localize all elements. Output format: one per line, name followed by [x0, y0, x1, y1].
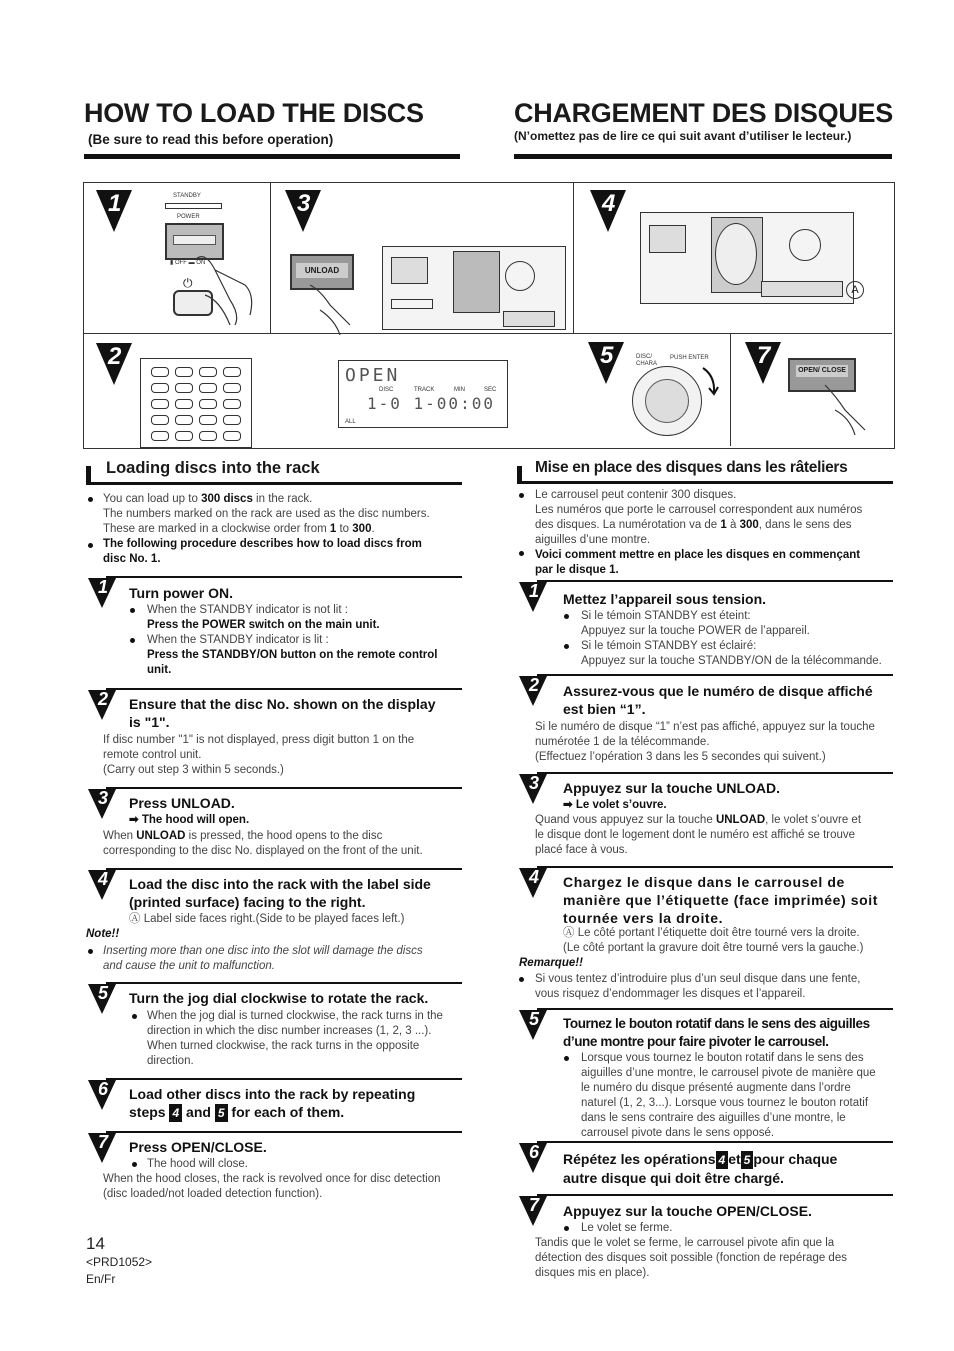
- step-rule: [106, 576, 462, 578]
- pointing-hand-icon: [300, 280, 370, 335]
- step-title: Chargez le disque dans le carrousel de manière que l’étiquette (face imprimée) soit tournée vers la droite.: [563, 874, 879, 926]
- step-number: 2: [108, 343, 122, 370]
- header-rule-en: [84, 154, 460, 159]
- step-title: Turn power ON.: [129, 585, 233, 601]
- figure-divider: [270, 183, 271, 333]
- step3-arrow-fr: ➡ Le volet s’ouvre.: [563, 799, 667, 811]
- bullet: [564, 1056, 569, 1061]
- power-icon: ⏻: [183, 276, 193, 290]
- bullet: [564, 644, 569, 649]
- step-rule: [106, 868, 462, 870]
- standby-indicator: [165, 203, 222, 209]
- step-rule: [106, 1078, 462, 1080]
- step-title: Load the disc into the rack with the label side (printed surface) facing to the right.: [129, 876, 431, 910]
- bullet: [132, 1162, 137, 1167]
- step-rule: [537, 772, 893, 774]
- figure-divider: [573, 183, 574, 333]
- disc-chara-label: DISC/ CHARA: [636, 354, 658, 367]
- note-body-fr: Si vous tentez d’introduire plus d’un seul disque dans une fente, vous risquez d’endommager les disques et l’appareil.: [535, 973, 861, 1000]
- display-label-all: ALL: [345, 419, 356, 425]
- step-title: Ensure that the disc No. shown on the display is "1".: [129, 696, 436, 730]
- display-label-track: TRACK: [414, 387, 435, 393]
- step-number: 5: [98, 983, 109, 1003]
- step-number: 1: [529, 581, 540, 601]
- display-open-text: OPEN: [345, 365, 401, 386]
- step-ref-icon: 5: [215, 1104, 228, 1122]
- step7-body-en: When the hood closes, the rack is revolved once for disc detection (disc loaded/not loaded detection function).: [103, 1173, 441, 1200]
- step5-body-fr: Lorsque vous tournez le bouton rotatif dans le sens des aiguilles d’une montre, le carrousel pivote de manière que le numéro du disque présenté augmente dans l’ordre naturel (1, 2, 3...). Lorsque vous tournez le bouton rotatif dans le sens contraire des aiguilles d’une montre, le carrousel pivote dans le sens opposé.: [581, 1052, 876, 1139]
- bullet: [564, 614, 569, 619]
- step-rule: [537, 1194, 893, 1196]
- step-title: Appuyez sur la touche OPEN/CLOSE.: [563, 1203, 812, 1219]
- bullet: [88, 543, 93, 548]
- power-label: POWER: [177, 214, 200, 220]
- step-number: 3: [98, 788, 109, 808]
- standby-label: STANDBY: [173, 193, 201, 199]
- step-number: 4: [529, 867, 540, 887]
- push-enter-label: PUSH ENTER: [670, 355, 709, 361]
- section-title-en: Loading discs into the rack: [106, 459, 320, 477]
- step-title: Press OPEN/CLOSE.: [129, 1139, 267, 1155]
- page-title-fr: CHARGEMENT DES DISQUES: [514, 98, 893, 128]
- open-close-label: OPEN/ CLOSE: [796, 365, 848, 377]
- figure-divider: [730, 334, 731, 446]
- step7-bullet-fr: Le volet se ferme.: [581, 1222, 673, 1234]
- page-subtitle-fr: (N’omettez pas de lire ce qui suit avant d’utiliser le lecteur.): [514, 129, 852, 143]
- step-rule: [106, 787, 462, 789]
- bullet: [132, 1014, 137, 1019]
- step-title: Mettez l’appareil sous tension.: [563, 591, 767, 607]
- step-ref-icon: 4: [169, 1104, 182, 1122]
- step-title: Répétez les opérations 4 et 5 pour chaque autre disque qui doit être chargé.: [563, 1151, 838, 1186]
- step-number: 3: [529, 773, 540, 793]
- display-label-disc: DISC: [379, 387, 394, 393]
- intro-en: You can load up to 300 discs in the rack. The numbers marked on the rack are used as the disc numbers. These are marked in a clockwise order from 1 to 300. The following procedure describes how to load discs from disc No. 1.: [103, 493, 430, 565]
- note-heading-fr: Remarque!!: [519, 957, 583, 969]
- page-title-en: HOW TO LOAD THE DISCS: [84, 98, 424, 128]
- pointing-hand-icon: [190, 240, 260, 330]
- step-number: 5: [529, 1009, 540, 1029]
- step-ref-icon: 4: [716, 1151, 729, 1169]
- step-number: 2: [529, 675, 540, 695]
- step-title: Appuyez sur la touche UNLOAD.: [563, 780, 781, 796]
- cd-changer-unit-open: [640, 212, 854, 304]
- section-rule: [86, 482, 462, 485]
- remote-control-keypad: [140, 358, 252, 448]
- label-a-callout: A: [846, 281, 864, 299]
- step-rule: [537, 674, 893, 676]
- section-rule: [517, 481, 893, 484]
- front-display: [338, 360, 508, 428]
- bullet: [88, 497, 93, 502]
- step7-bullet-en: The hood will close.: [147, 1158, 248, 1170]
- jog-dial[interactable]: [632, 366, 702, 436]
- bullet: [130, 638, 135, 643]
- step-rule: [537, 1141, 893, 1143]
- step-rule: [106, 982, 462, 984]
- step-number: 7: [757, 342, 771, 369]
- note-body-en: Inserting more than one disc into the slot will damage the discs and cause the unit to malfunction.: [103, 945, 423, 972]
- step-number: 6: [529, 1142, 540, 1162]
- step-title: Assurez-vous que le numéro de disque affiché est bien “1”.: [563, 683, 873, 717]
- step-rule: [106, 1131, 462, 1133]
- step-rule: [106, 688, 462, 690]
- step-number: 7: [529, 1195, 540, 1215]
- note-heading-en: Note!!: [86, 928, 120, 940]
- bullet: [519, 977, 524, 982]
- step-number: 3: [297, 190, 311, 217]
- step3-body-fr: Quand vous appuyez sur la touche UNLOAD, le volet s’ouvre et le disque dont le logement dont le numéro est affiché se trouve placé face à vous.: [535, 814, 862, 856]
- language-code: En/Fr: [86, 1272, 116, 1286]
- step1-body-en: When the STANDBY indicator is not lit : Press the POWER switch on the main unit. When the STANDBY indicator is lit : Press the STANDBY/ON button on the remote control unit.: [147, 604, 438, 676]
- step-number: 7: [98, 1132, 109, 1152]
- section-title-fr: Mise en place des disques dans les râteliers: [535, 459, 848, 476]
- off-on-label: ▮ OFF ▬ ON: [170, 260, 206, 266]
- bullet: [519, 551, 524, 556]
- display-label-sec: SEC: [484, 387, 497, 393]
- unload-label: UNLOAD: [296, 263, 348, 278]
- step5-body-en: When the jog dial is turned clockwise, the rack turns in the direction in which the disc number increases (1, 2, 3 ...). When turned clockwise, the rack turns in the opposite direction.: [147, 1010, 443, 1067]
- step-number: 4: [602, 190, 616, 217]
- clockwise-arrow-icon: [700, 366, 722, 396]
- step1-body-fr: Si le témoin STANDBY est éteint: Appuyez sur la touche POWER de l’appareil. Si le témoin STANDBY est éclairé: Appuyez sur la touche STANDBY/ON de la télécommande.: [581, 610, 882, 667]
- step3-body-en: When UNLOAD is pressed, the hood opens to the disc corresponding to the disc No. displayed on the front of the unit.: [103, 830, 423, 857]
- step-title: Turn the jog dial clockwise to rotate the rack.: [129, 990, 429, 1006]
- step-number: 5: [600, 342, 614, 369]
- step3-arrow-en: ➡ The hood will open.: [129, 814, 250, 826]
- step-title: Press UNLOAD.: [129, 795, 235, 811]
- header-rule-fr: [514, 154, 892, 159]
- section-marker: [86, 466, 91, 482]
- bullet: [519, 493, 524, 498]
- step4-body-en: Ⓐ Label side faces right.(Side to be played faces left.): [129, 913, 405, 925]
- pointing-hand-icon: [820, 380, 880, 435]
- figure-divider: [574, 333, 892, 334]
- step-rule: [537, 1008, 893, 1010]
- doc-code: <PRD1052>: [86, 1255, 153, 1269]
- bullet: [88, 949, 93, 954]
- step-number: 4: [98, 869, 109, 889]
- intro-fr: Le carrousel peut contenir 300 disques. Les numéros que porte le carrousel correspondent aux numéros des disques. La numérotation va de 1 à 300, dans le sens des aiguilles d’une montre. Voici comment mettre en place les disques en commençant par le disque 1.: [535, 489, 863, 576]
- step-title: Load other discs into the rack by repeating steps 4 and 5 for each of them.: [129, 1086, 416, 1120]
- page-number: 14: [86, 1234, 105, 1253]
- display-label-min: MIN: [454, 387, 465, 393]
- bullet: [130, 608, 135, 613]
- step-rule: [537, 866, 893, 868]
- step7-body-fr: Tandis que le volet se ferme, le carrousel pivote afin que la détection des disques soit possible (fonction de repérage des disques mis en place).: [535, 1237, 847, 1279]
- step-title: Tournez le bouton rotatif dans le sens des aiguilles d’une montre pour faire pivoter le carrousel.: [563, 1016, 870, 1049]
- step-rule: [537, 580, 893, 582]
- step-number: 6: [98, 1079, 109, 1099]
- section-marker: [517, 466, 522, 482]
- cd-changer-unit: [382, 246, 566, 330]
- step2-body-fr: Si le numéro de disque “1” n’est pas affiché, appuyez sur la touche numérotée 1 de la télécommande. (Effectuez l’opération 3 dans les 5 secondes qui suivent.): [535, 721, 875, 763]
- page-subtitle-en: (Be sure to read this before operation): [88, 132, 334, 147]
- bullet: [564, 1226, 569, 1231]
- step-number: 1: [108, 190, 122, 217]
- step2-body-en: If disc number "1" is not displayed, press digit button 1 on the remote control unit. (Carry out step 3 within 5 seconds.): [103, 734, 415, 776]
- display-digits: 1-0 1-00:00: [367, 394, 495, 413]
- step-number: 1: [98, 577, 109, 597]
- step-number: 2: [98, 689, 109, 709]
- step-ref-icon: 5: [741, 1151, 754, 1169]
- step4-body-fr: Ⓐ Le côté portant l’étiquette doit être tourné vers la droite. (Le côté portant la gravure doit être tourné vers la gauche.): [563, 927, 864, 954]
